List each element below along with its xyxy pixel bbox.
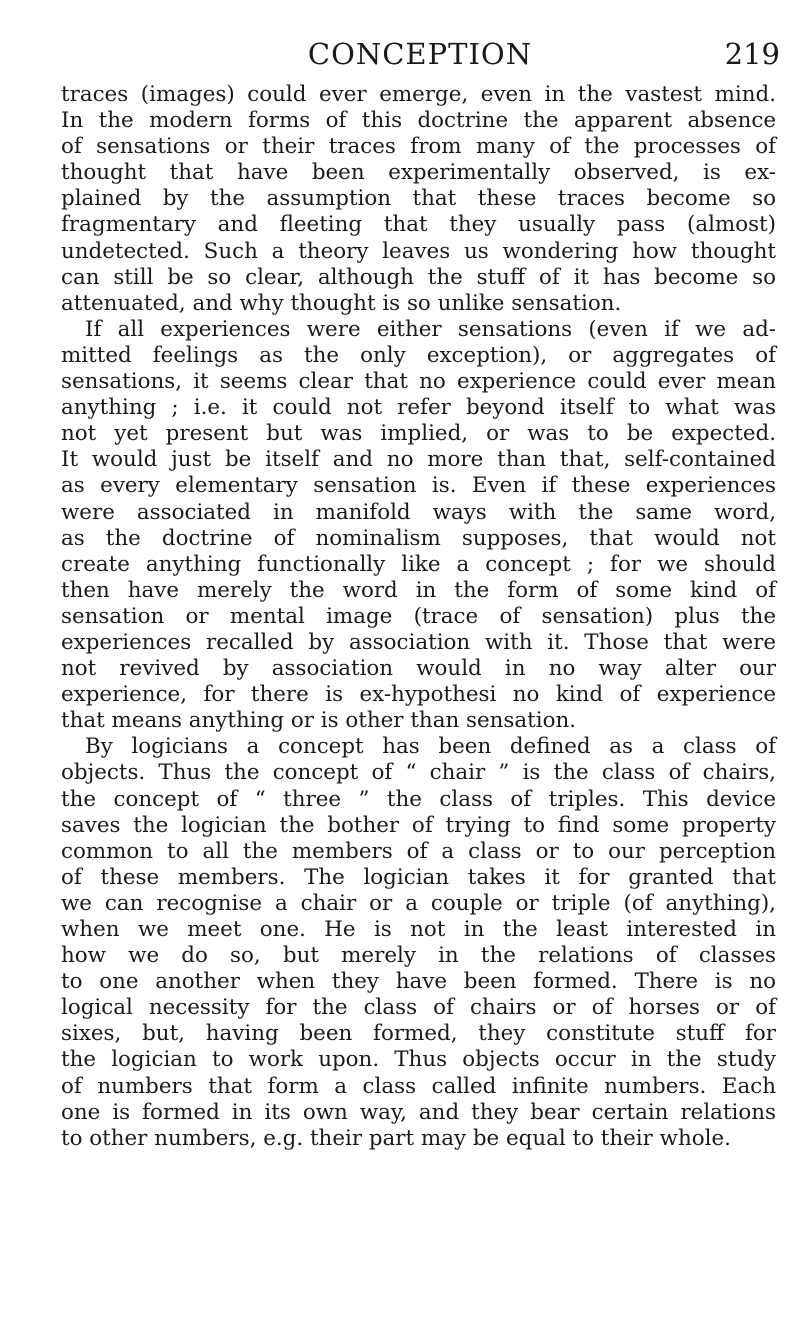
text-line — [61, 317, 776, 343]
text-line — [61, 500, 776, 526]
text-line — [61, 787, 776, 813]
text-line — [61, 447, 776, 473]
text-line — [61, 108, 776, 134]
text-line — [61, 421, 776, 447]
text-line-content: when we meet one. He is not in the least interested in — [61, 917, 776, 942]
text-line — [61, 708, 776, 734]
text-line-content: that means anything or is other than sensation. — [61, 708, 577, 734]
text-line-content: saves the logician the bother of trying to find some property — [61, 812, 776, 838]
text-line-content: of these members. The logician takes it for granted that — [61, 864, 776, 890]
text-line — [61, 682, 776, 708]
text-line — [61, 891, 776, 917]
body-text — [61, 82, 776, 1152]
running-head — [60, 34, 780, 74]
text-line-content: of sensations or their traces from many of the processes of — [61, 134, 776, 160]
text-line-content: create anything functionally like a concept ; for we should — [61, 551, 776, 577]
text-line-content: plained by the assumption that these traces become so — [61, 186, 776, 212]
text-line-content: undetected. Such a theory leaves us wondering how thought — [61, 238, 776, 264]
text-line-content: we can recognise a chair or a couple or triple (of anything), — [61, 890, 776, 916]
text-line-content: common to all the members of a class or to our perception — [61, 838, 776, 864]
text-line — [61, 1100, 776, 1126]
text-line — [61, 1126, 776, 1152]
text-line-content: sensations, it seems clear that no experience could ever mean — [61, 369, 776, 395]
text-line — [61, 239, 776, 265]
text-line-content: anything ; i.e. it could not refer beyond itself to what was — [61, 395, 776, 421]
text-line-content: one is formed in its own way, and they bear certain relations — [61, 1099, 776, 1125]
text-line — [61, 291, 776, 317]
text-line — [61, 943, 776, 969]
text-line-content: By logicians a concept has been defined as a class of — [85, 734, 776, 760]
text-line — [61, 134, 776, 160]
text-line-content: thought that have been experimentally observed, is ex- — [61, 160, 776, 186]
text-line-content: mitted feelings as the only exception), or aggregates of — [61, 342, 776, 368]
text-line — [61, 160, 776, 186]
text-line — [61, 552, 776, 578]
text-line-content: to one another when they have been formed. There is no — [61, 969, 776, 995]
text-line — [61, 343, 776, 369]
text-line-content: attenuated, and why thought is so unlike sensation. — [61, 290, 622, 316]
text-line-content: sixes, but, having been formed, they constitute stuff for — [61, 1021, 776, 1047]
text-line — [61, 813, 776, 839]
text-line — [61, 265, 776, 291]
text-line-content: objects. Thus the concept of “ chair ” is the class of chairs, — [61, 760, 776, 786]
text-line-content: sensation or mental image (trace of sensation) plus the — [61, 603, 776, 629]
text-line-content: logical necessity for the class of chairs or of horses or of — [61, 995, 776, 1021]
text-line-content: as every elementary sensation is. Even if these experiences — [61, 473, 776, 499]
text-line-content: then have merely the word in the form of some kind of — [61, 577, 776, 603]
text-line-content: of numbers that form a class called infinite numbers. Each — [61, 1073, 776, 1099]
text-line — [61, 186, 776, 212]
text-line-content: If all experiences were either sensations (even if we ad- — [85, 316, 776, 342]
text-line — [61, 212, 776, 238]
text-line — [61, 369, 776, 395]
text-line-content: It would just be itself and no more than that, self-contained — [61, 447, 776, 473]
text-line — [61, 656, 776, 682]
text-line-content: not yet present but was implied, or was to be expected. — [61, 421, 776, 447]
text-line — [61, 865, 776, 891]
text-line-content: experiences recalled by association with it. Those that were — [61, 629, 776, 655]
text-line-content: experience, for there is ex-hypothesi no kind of experience — [61, 682, 776, 708]
text-line-content: can still be so clear, although the stuff of it has become so — [61, 264, 776, 290]
text-line — [61, 917, 776, 943]
text-line — [61, 839, 776, 865]
text-line — [61, 995, 776, 1021]
page-number: 219 — [724, 37, 780, 71]
text-line-content: In the modern forms of this doctrine the apparent absence — [61, 108, 776, 134]
text-line — [61, 473, 776, 499]
text-line-content: not revived by association would in no way alter our — [61, 656, 776, 682]
text-line — [61, 969, 776, 995]
text-line-content: fragmentary and fleeting that they usually pass (almost) — [61, 212, 776, 238]
text-line — [61, 630, 776, 656]
text-line — [61, 578, 776, 604]
text-line — [61, 82, 776, 108]
text-line-content: as the doctrine of nominalism supposes, that would not — [61, 525, 776, 551]
text-line-content: to other numbers, e.g. their part may be equal to their whole. — [61, 1125, 731, 1151]
text-line — [61, 604, 776, 630]
text-line — [61, 1074, 776, 1100]
text-line — [61, 760, 776, 786]
text-line-content: were associated in manifold ways with the same word, — [61, 499, 776, 525]
text-line — [61, 1047, 776, 1073]
text-line-content: the concept of “ three ” the class of triples. This device — [61, 786, 776, 812]
text-line-content: traces (images) could ever emerge, even in the vastest mind. — [61, 82, 776, 107]
text-line — [61, 1021, 776, 1047]
running-title: CONCEPTION — [307, 37, 533, 71]
text-line-content: the logician to work upon. Thus objects occur in the study — [61, 1047, 776, 1073]
text-line — [61, 526, 776, 552]
text-line — [61, 395, 776, 421]
text-line-content: how we do so, but merely in the relations of classes — [61, 943, 776, 969]
text-line — [61, 734, 776, 760]
